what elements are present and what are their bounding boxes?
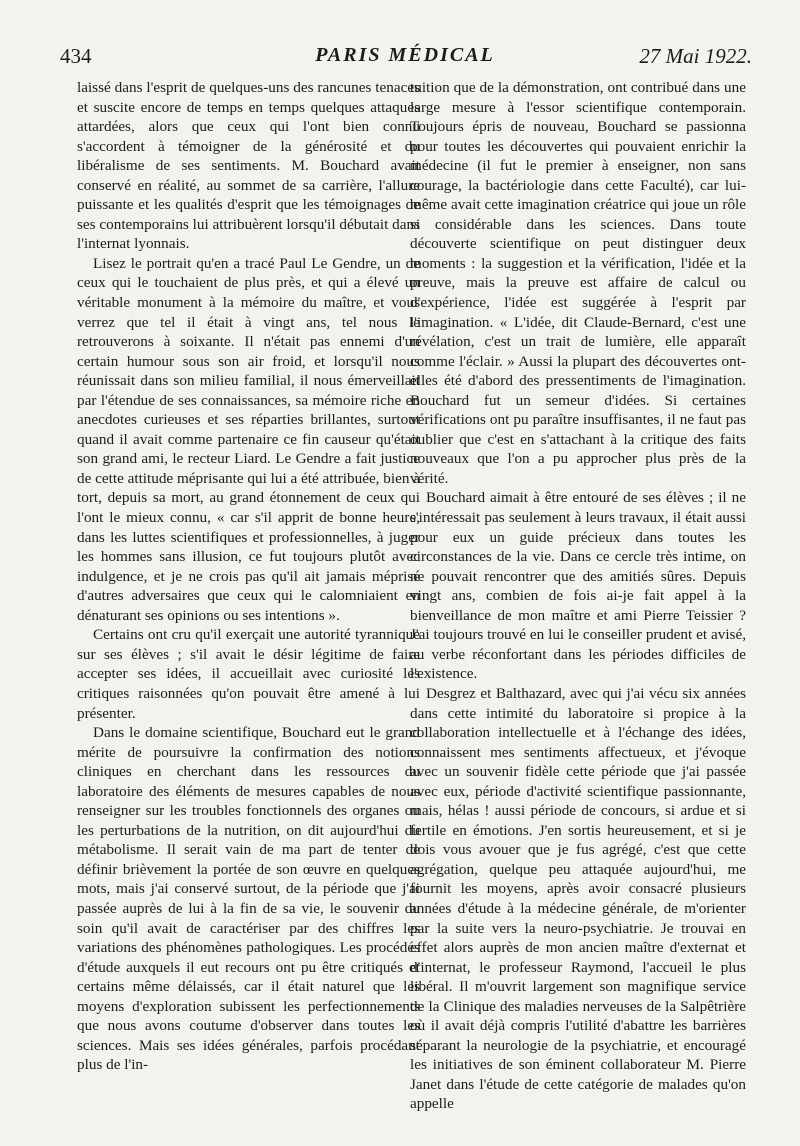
running-title: PARIS MÉDICAL xyxy=(315,44,495,66)
paragraph: laissé dans l'esprit de quelques-uns des rancunes tenaces et suscite encore de temps en temps quelques attaques attardées, alors que ceux qui l'ont bien connu s'accordent à témoigner de la générosité et du libéralisme de ses sentiments. M. Bouchard avait conservé en réalité, au sommet de sa carrière, l'allure puissante et les qualités d'esprit que les témoignages de ses contemporains lui attribuèrent lorsqu'il débutait dans l'internat lyonnais. xyxy=(77,79,420,253)
paragraph: Lisez le portrait qu'en a tracé Paul Le Gendre, un de ceux qui le touchaient de plus près, et qui a élevé un véritable monument à la mémoire du maître, et vous verrez que tel il était à vingt ans, tel nous le retrouverons à soixante. Il n'était pas ennemi d'un certain humour sous son air froid, et lorsqu'il nous réunissait dans son milieu familial, il nous émerveillait par l'étendue de ses connaissances, sa mémoire riche en anecdotes curieuses et ses réparties brillantes, surtout quand il avait comme partenaire ce fin causeur qu'était son grand ami, le recteur Liard. Le Gendre a fait justice de cette attitude méprisante qui lui a été attribuée, bien à tort, depuis sa mort, au grand étonnement de ceux qui l'ont le mieux connu, « car s'il apprit de bonne heure, dans les luttes scientifiques et professionnelles, à juger les hommes sans illusion, ce fut toujours plutôt avec indulgence, et je ne crois pas qu'il ait jamais méprisé d'autres adversaires que ceux qui le calomniaient en dénaturant ses opinions ou ses intentions ». xyxy=(77,254,420,624)
issue-date: 27 Mai 1922. xyxy=(639,44,752,68)
paragraph: Desgrez et Balthazard, avec qui j'ai vécu six années dans cette intimité du laboratoire si propice à la collaboration intellectuelle et à l'échange des idées, connaissent mes sentiments affectueux, et j'évoque avec un souvenir fidèle cette période que j'ai passée avec eux, période d'activité scientifique passionnante, mais, hélas ! aussi période de concours, si ardue et si fertile en émotions. J'en sortis heureusement, et si je dois vous avouer que je fus agrégé, c'est que cette agrégation, quelque peu attaquée aujourd'hui, me fournit les moyens, après avoir consacré plusieurs années d'étude à la médecine générale, de m'orienter par la suite vers la neuro-psychiatrie. Je trouvai en effet alors auprès de mon ancien maître d'externat et d'internat, le professeur Raymond, l'accueil le plus libéral. Il m'ouvrit largement son magnifique service de la Clinique des maladies nerveuses de la Salpêtrière où il avait déjà compris l'utilité d'abattre les barrières séparant la neurologie de la psychiatrie, et encouragé les initiatives de son éminent collaborateur M. Pierre Janet dans l'étude de cette catégorie de malades qu'on appelle xyxy=(410,684,746,1113)
paragraph: Bouchard aimait à être entouré de ses élèves ; il ne s'intéressait pas seulement à leurs travaux, il était aussi pour eux un guide précieux dans toutes les circonstances de la vie. Dans ce cercle très intime, on ne pouvait rencontrer que des amitiés sûres. Depuis vingt ans, combien de fois ai-je fait appel à la bienveillance de mon maître et ami Pierre Teissier ? J'ai toujours trouvé en lui le conseiller prudent et avisé, au verbe réconfortant dans les périodes difficiles de l'existence. xyxy=(410,489,746,683)
paragraph: tuition que de la démonstration, ont contribué dans une large mesure à l'essor scientifique contemporain. Toujours épris de nouveau, Bouchard se passionna pour toutes les découvertes qui pouvaient enrichir la médecine (il fut le premier à enseigner, non sans courage, la bactériologie dans cette Faculté), car lui-même avait cette imagination créatrice qui joue un rôle si considérable dans les sciences. Dans toute découverte scientifique on peut distinguer deux moments : la suggestion et la vérification, l'idée et la preuve, mais la preuve est affaire de calcul ou d'expérience, l'idée est suggérée à l'esprit par l'imagination. « L'idée, dit Claude-Bernard, c'est une révélation, c'est un trait de lumière, elle apparaît comme l'éclair. » Aussi la plupart des découvertes ont-elles été d'abord des pressentiments de l'imagination. Bouchard fut un semeur d'idées. Si certaines vérifications ont pu paraître insuffisantes, il ne faut pas oublier que c'est en s'attachant à la critique des faits nouveaux que l'on a pu approcher plus près de la vérité. xyxy=(410,79,746,487)
right-column xyxy=(410,78,746,1114)
page-header xyxy=(58,40,752,76)
left-column xyxy=(77,78,420,1075)
paragraph: Dans le domaine scientifique, Bouchard eut le grand mérite de poursuivre la confirmation des notions cliniques en cherchant dans les ressources du laboratoire des éléments de mesures capables de nous renseigner sur les troubles fonctionnels des organes ou les perturbations de la nutrition, on dit aujourd'hui du métabolisme. Il serait vain de ma part de tenter de définir brièvement la portée de son œuvre en quelques mots, mais j'ai conservé surtout, de la période que j'ai passée auprès de lui à la fin de sa vie, le souvenir du soin qu'il avait de caractériser par des chiffres les variations des phénomènes pathologiques. Les procédés d'étude auxquels il eut recours ont pu être critiqués et certains même délaissés, car il était naturel que les moyens d'exploration subissent les perfectionnements que nous avons coutume d'observer dans toutes les sciences. Mais ses idées générales, parfois procédant plus de l'in- xyxy=(77,724,420,1074)
paragraph: Certains ont cru qu'il exerçait une autorité tyrannique sur ses élèves ; s'il avait le désir légitime de faire accepter ses idées, il accueillait avec curiosité les critiques raisonnées qu'on pouvait être amené à lui présenter. xyxy=(77,626,420,722)
page-number: 434 xyxy=(60,44,92,68)
